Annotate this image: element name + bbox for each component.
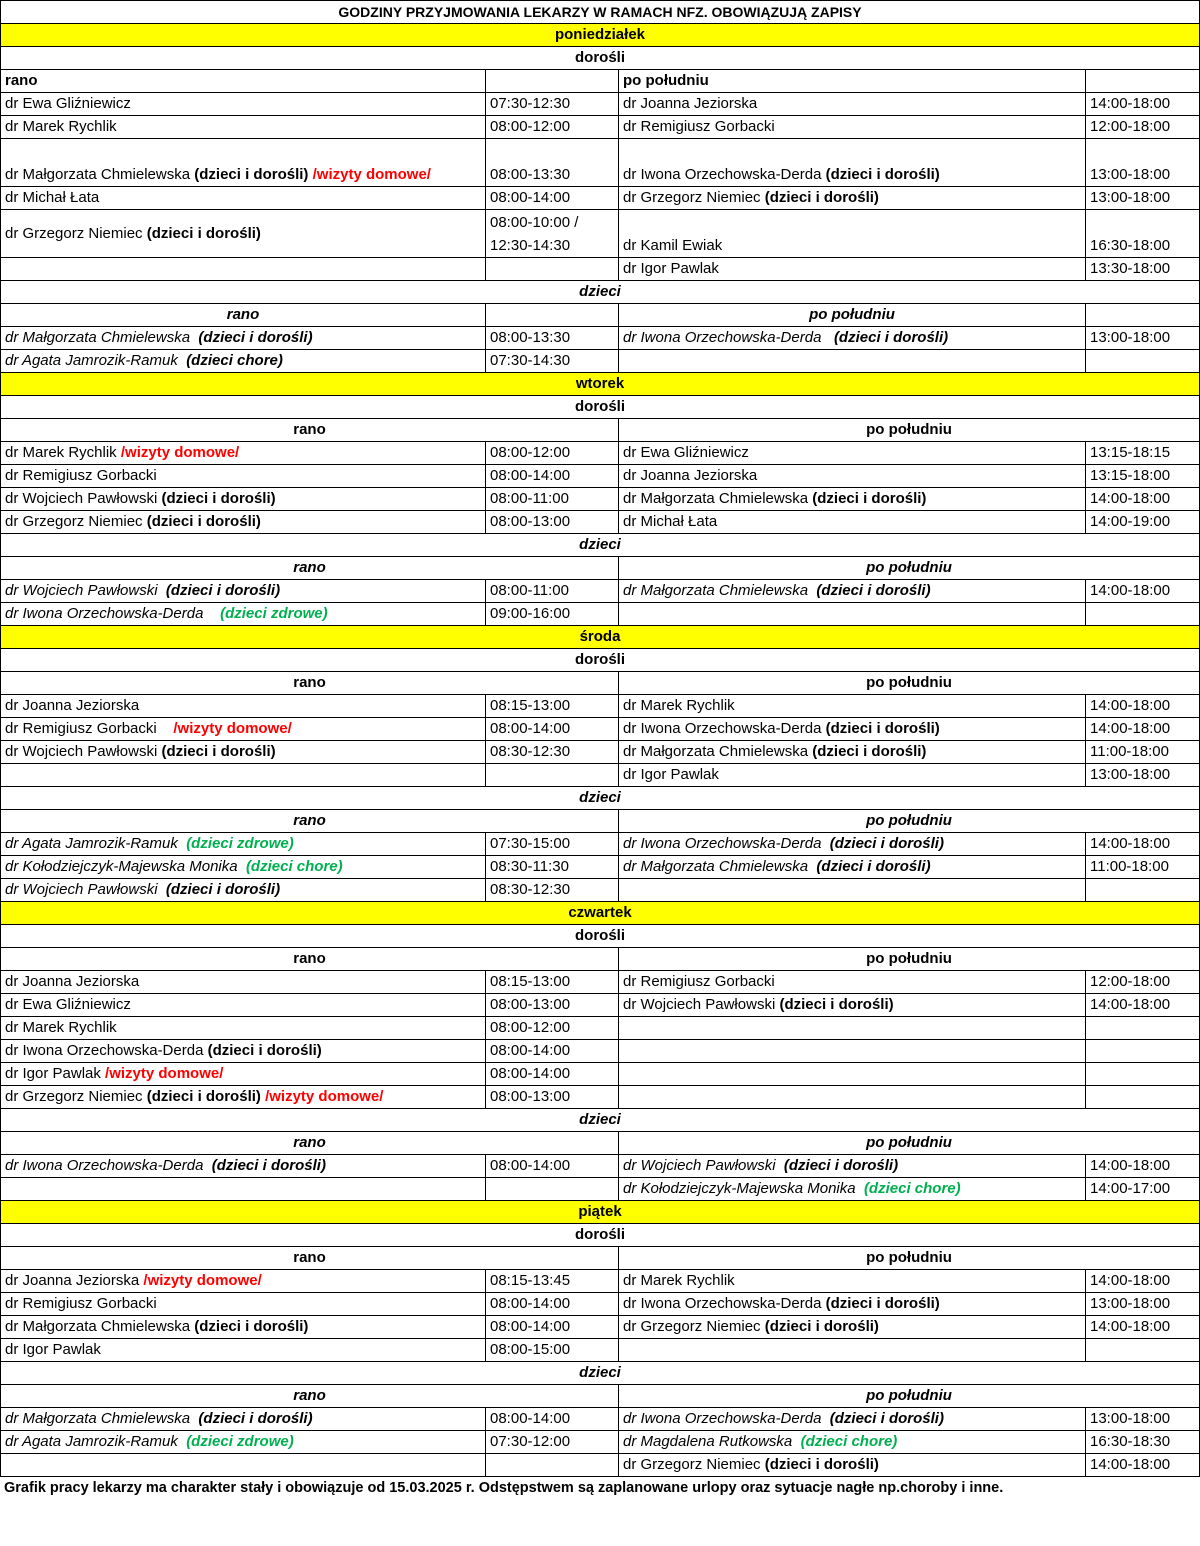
doctor-name: dr Grzegorz Niemiec xyxy=(623,1318,761,1335)
hours: 08:00-13:00 xyxy=(486,511,619,534)
note-sick-children: (dzieci chore) xyxy=(863,1180,961,1197)
doctor-name: dr Kamil Ewiak xyxy=(619,210,1086,258)
doctor-name: dr Małgorzata Chmielewska xyxy=(5,1410,191,1427)
note-both: (dzieci i dorośli) xyxy=(198,1410,313,1427)
hours: 14:00-18:00 xyxy=(1086,1155,1200,1178)
hours: 08:00-11:00 xyxy=(486,580,619,603)
hours: 14:00-18:00 xyxy=(1086,695,1200,718)
hours: 08:00-14:00 xyxy=(486,1316,619,1339)
hours: 08:00-10:00 / 12:30-14:30 xyxy=(486,210,619,258)
note-both: (dzieci i dorośli) xyxy=(816,582,931,599)
doctor-name: dr Grzegorz Niemiec xyxy=(623,1456,761,1473)
group-adults: dorośli xyxy=(1,1224,1200,1247)
table-row xyxy=(1,1316,1200,1339)
table-row xyxy=(1,511,1200,534)
group-adults: dorośli xyxy=(1,649,1200,672)
doctor-name: dr Małgorzata Chmielewska xyxy=(5,329,191,346)
hours: 14:00-18:00 xyxy=(1086,1316,1200,1339)
table-row xyxy=(1,1454,1200,1477)
note-both: (dzieci i dorośli) xyxy=(146,225,261,242)
doctor-name: dr Igor Pawlak xyxy=(619,764,1086,787)
col-afternoon: po południu xyxy=(619,1385,1200,1408)
note-both: (dzieci i dorośli) xyxy=(812,743,927,760)
doctor-name: dr Małgorzata Chmielewska xyxy=(623,490,809,507)
note-home-visits: /wizyty domowe/ xyxy=(173,720,292,737)
doctor-name: dr Agata Jamrozik-Ramuk xyxy=(5,352,178,369)
group-children: dzieci xyxy=(1,1109,1200,1132)
doctor-name: dr Agata Jamrozik-Ramuk xyxy=(5,1433,178,1450)
doctor-name: dr Małgorzata Chmielewska xyxy=(623,743,809,760)
note-both: (dzieci i dorośli) xyxy=(146,513,261,530)
table-row xyxy=(1,350,1200,373)
hours: 08:00-14:00 xyxy=(486,1155,619,1178)
note-healthy-children: (dzieci zdrowe) xyxy=(186,835,294,852)
doctor-name: dr Marek Rychlik xyxy=(619,695,1086,718)
doctor-name: dr Iwona Orzechowska-Derda xyxy=(623,329,822,346)
doctor-name: dr Igor Pawlak xyxy=(5,1065,101,1082)
hours: 08:00-11:00 xyxy=(486,488,619,511)
footer-note: Grafik pracy lekarzy ma charakter stały i obowiązuje od 15.03.2025 r. Odstępstwem są zaplanowane urlopy oraz sytuacje nagłe np.choroby i inne. xyxy=(4,1480,1004,1496)
doctor-name: dr Wojciech Pawłowski xyxy=(623,996,776,1013)
doctor-name: dr Joanna Jeziorska xyxy=(1,971,486,994)
table-row xyxy=(1,327,1200,350)
hours: 09:00-16:00 xyxy=(486,603,619,626)
hours: 08:00-14:00 xyxy=(486,1063,619,1086)
note-home-visits: /wizyty domowe/ xyxy=(120,444,240,461)
hours: 08:00-14:00 xyxy=(486,718,619,741)
doctor-name: dr Małgorzata Chmielewska xyxy=(5,166,191,183)
hours: 07:30-14:30 xyxy=(486,350,619,373)
day-header-monday: poniedziałek xyxy=(1,24,1200,47)
doctor-name: dr Remigiusz Gorbacki xyxy=(5,720,157,737)
note-both: (dzieci i dorośli) xyxy=(783,1157,899,1174)
doctor-name: dr Joanna Jeziorska xyxy=(1,695,486,718)
table-row xyxy=(1,1270,1200,1293)
hours: 12:00-18:00 xyxy=(1086,116,1200,139)
table-row xyxy=(1,116,1200,139)
table-row xyxy=(1,139,1200,187)
note-both: (dzieci i dorośli) xyxy=(194,166,309,183)
col-afternoon: po południu xyxy=(619,304,1086,327)
hours: 11:00-18:00 xyxy=(1086,856,1200,879)
doctor-name: dr Iwona Orzechowska-Derda xyxy=(5,1157,204,1174)
doctor-name: dr Małgorzata Chmielewska xyxy=(623,582,809,599)
hours: 08:00-13:30 xyxy=(486,327,619,350)
hours: 08:15-13:00 xyxy=(486,695,619,718)
day-header-wednesday: środa xyxy=(1,626,1200,649)
hours: 08:00-14:00 xyxy=(486,465,619,488)
note-both: (dzieci i dorośli) xyxy=(207,1042,322,1059)
hours: 14:00-18:00 xyxy=(1086,718,1200,741)
group-children: dzieci xyxy=(1,1362,1200,1385)
note-both: (dzieci i dorośli) xyxy=(194,1318,309,1335)
table-row xyxy=(1,580,1200,603)
hours: 08:30-12:30 xyxy=(486,741,619,764)
hours: 13:00-18:00 xyxy=(1086,764,1200,787)
col-morning: rano xyxy=(1,304,486,327)
doctor-name: dr Iwona Orzechowska-Derda xyxy=(623,1295,822,1312)
note-home-visits: /wizyty domowe/ xyxy=(143,1272,262,1289)
hours: 07:30-15:00 xyxy=(486,833,619,856)
day-header-friday: piątek xyxy=(1,1201,1200,1224)
doctor-name: dr Marek Rychlik xyxy=(1,116,486,139)
hours: 14:00-19:00 xyxy=(1086,511,1200,534)
doctor-name: dr Marek Rychlik xyxy=(5,444,117,461)
doctor-name: dr Iwona Orzechowska-Derda xyxy=(623,166,822,183)
col-afternoon: po południu xyxy=(619,1247,1200,1270)
hours: 13:00-18:00 xyxy=(1086,1408,1200,1431)
col-afternoon: po południu xyxy=(619,1132,1200,1155)
hours: 13:00-18:00 xyxy=(1086,187,1200,210)
group-adults: dorośli xyxy=(1,47,1200,70)
doctor-name: dr Marek Rychlik xyxy=(1,1017,486,1040)
hours: 08:00-14:00 xyxy=(486,187,619,210)
note-both: (dzieci i dorośli) xyxy=(161,743,276,760)
table-row xyxy=(1,741,1200,764)
col-morning: rano xyxy=(1,1385,619,1408)
col-morning: rano xyxy=(1,948,619,971)
hours: 08:15-13:00 xyxy=(486,971,619,994)
doctor-name: dr Wojciech Pawłowski xyxy=(5,881,158,898)
doctor-name: dr Wojciech Pawłowski xyxy=(623,1157,776,1174)
col-afternoon: po południu xyxy=(619,70,1086,93)
col-afternoon: po południu xyxy=(619,948,1200,971)
group-children: dzieci xyxy=(1,787,1200,810)
note-home-visits: /wizyty domowe/ xyxy=(265,1088,384,1105)
col-morning: rano xyxy=(1,70,486,93)
col-morning: rano xyxy=(1,557,619,580)
col-afternoon: po południu xyxy=(619,419,1200,442)
hours: 08:00-14:00 xyxy=(486,1040,619,1063)
note-home-visits: /wizyty domowe/ xyxy=(105,1065,224,1082)
hours: 12:00-18:00 xyxy=(1086,971,1200,994)
table-row xyxy=(1,1017,1200,1040)
table-row xyxy=(1,258,1200,281)
hours: 14:00-18:00 xyxy=(1086,1454,1200,1477)
doctor-name: dr Michał Łata xyxy=(619,511,1086,534)
note-both: (dzieci i dorośli) xyxy=(764,1456,879,1473)
hours: 07:30-12:00 xyxy=(486,1431,619,1454)
note-both: (dzieci i dorośli) xyxy=(211,1157,326,1174)
doctor-name: dr Kołodziejczyk-Majewska Monika xyxy=(623,1180,856,1197)
doctor-name: dr Agata Jamrozik-Ramuk xyxy=(5,835,178,852)
doctor-name: dr Joanna Jeziorska xyxy=(619,465,1086,488)
hours: 14:00-18:00 xyxy=(1086,580,1200,603)
hours: 08:00-13:00 xyxy=(486,1086,619,1109)
doctor-name: dr Marek Rychlik xyxy=(619,1270,1086,1293)
doctor-name: dr Remigiusz Gorbacki xyxy=(619,971,1086,994)
table-row xyxy=(1,1293,1200,1316)
doctor-name: dr Iwona Orzechowska-Derda xyxy=(5,605,204,622)
hours: 16:30-18:30 xyxy=(1086,1431,1200,1454)
doctor-name: dr Grzegorz Niemiec xyxy=(5,513,143,530)
doctor-name: dr Grzegorz Niemiec xyxy=(5,1088,143,1105)
doctor-name: dr Wojciech Pawłowski xyxy=(5,743,158,760)
group-children: dzieci xyxy=(1,281,1200,304)
table-row xyxy=(1,1040,1200,1063)
table-row xyxy=(1,994,1200,1017)
note-both: (dzieci i dorośli) xyxy=(198,329,313,346)
hours: 08:00-12:00 xyxy=(486,116,619,139)
page-title: GODZINY PRZYJMOWANIA LEKARZY W RAMACH NFZ. OBOWIĄZUJĄ ZAPISY xyxy=(1,1,1200,24)
doctor-name: dr Joanna Jeziorska xyxy=(5,1272,140,1289)
table-row xyxy=(1,187,1200,210)
doctor-name: dr Wojciech Pawłowski xyxy=(5,582,158,599)
hours: 13:00-18:00 xyxy=(1086,327,1200,350)
table-row xyxy=(1,1431,1200,1454)
doctor-name: dr Iwona Orzechowska-Derda xyxy=(623,835,822,852)
note-both: (dzieci i dorośli) xyxy=(165,881,281,898)
hours: 13:15-18:15 xyxy=(1086,442,1200,465)
note-both: (dzieci i dorośli) xyxy=(161,490,276,507)
doctor-name: dr Ewa Gliźniewicz xyxy=(619,442,1086,465)
table-row xyxy=(1,879,1200,902)
hours: 08:00-12:00 xyxy=(486,442,619,465)
note-both: (dzieci i dorośli) xyxy=(829,835,944,852)
note-sick-children: (dzieci chore) xyxy=(800,1433,898,1450)
hours: 13:00-18:00 xyxy=(1086,1293,1200,1316)
note-sick-children: (dzieci chore) xyxy=(186,352,283,369)
col-morning: rano xyxy=(1,672,619,695)
doctor-name: dr Remigiusz Gorbacki xyxy=(1,465,486,488)
note-healthy-children: (dzieci zdrowe) xyxy=(186,1433,294,1450)
table-row xyxy=(1,718,1200,741)
hours: 08:30-11:30 xyxy=(486,856,619,879)
doctor-name: dr Igor Pawlak xyxy=(619,258,1086,281)
doctor-name: dr Kołodziejczyk-Majewska Monika xyxy=(5,858,238,875)
table-row xyxy=(1,764,1200,787)
doctor-name: dr Ewa Gliźniewicz xyxy=(1,994,486,1017)
note-both: (dzieci i dorośli) xyxy=(812,490,927,507)
day-header-thursday: czwartek xyxy=(1,902,1200,925)
hours: 08:00-14:00 xyxy=(486,1408,619,1431)
note-both: (dzieci i dorośli) xyxy=(825,720,940,737)
table-row xyxy=(1,833,1200,856)
hours: 08:00-13:30 xyxy=(486,139,619,187)
note-both: (dzieci i dorośli) xyxy=(829,1410,944,1427)
note-both: (dzieci i dorośli) xyxy=(833,329,949,346)
hours: 14:00-17:00 xyxy=(1086,1178,1200,1201)
table-row xyxy=(1,1086,1200,1109)
hours: 08:00-13:00 xyxy=(486,994,619,1017)
table-row xyxy=(1,488,1200,511)
table-row xyxy=(1,1339,1200,1362)
doctor-name: dr Małgorzata Chmielewska xyxy=(5,1318,191,1335)
doctor-name: dr Wojciech Pawłowski xyxy=(5,490,158,507)
doctor-name: dr Joanna Jeziorska xyxy=(619,93,1086,116)
table-row xyxy=(1,856,1200,879)
hours: 08:00-14:00 xyxy=(486,1293,619,1316)
col-afternoon: po południu xyxy=(619,557,1200,580)
doctor-name: dr Iwona Orzechowska-Derda xyxy=(5,1042,204,1059)
group-children: dzieci xyxy=(1,534,1200,557)
col-morning: rano xyxy=(1,1247,619,1270)
table-row xyxy=(1,695,1200,718)
hours: 13:00-18:00 xyxy=(1086,139,1200,187)
note-both: (dzieci i dorośli) xyxy=(764,189,879,206)
hours: 13:30-18:00 xyxy=(1086,258,1200,281)
doctor-name: dr Iwona Orzechowska-Derda xyxy=(623,720,822,737)
table-row xyxy=(1,1063,1200,1086)
table-row xyxy=(1,465,1200,488)
doctor-name: dr Małgorzata Chmielewska xyxy=(623,858,809,875)
doctor-name: dr Remigiusz Gorbacki xyxy=(619,116,1086,139)
hours: 14:00-18:00 xyxy=(1086,93,1200,116)
hours: 07:30-12:30 xyxy=(486,93,619,116)
table-row xyxy=(1,1178,1200,1201)
doctor-name: dr Remigiusz Gorbacki xyxy=(1,1293,486,1316)
hours: 16:30-18:00 xyxy=(1086,210,1200,258)
col-afternoon: po południu xyxy=(619,810,1200,833)
note-both: (dzieci i dorośli) xyxy=(146,1088,261,1105)
table-row xyxy=(1,442,1200,465)
note-sick-children: (dzieci chore) xyxy=(245,858,343,875)
group-adults: dorośli xyxy=(1,396,1200,419)
note-both: (dzieci i dorośli) xyxy=(816,858,931,875)
note-both: (dzieci i dorośli) xyxy=(825,166,940,183)
doctor-name: dr Igor Pawlak xyxy=(1,1339,486,1362)
note-both: (dzieci i dorośli) xyxy=(165,582,281,599)
hours: 08:00-15:00 xyxy=(486,1339,619,1362)
hours: 08:30-12:30 xyxy=(486,879,619,902)
table-row xyxy=(1,603,1200,626)
doctor-name: dr Grzegorz Niemiec xyxy=(5,225,143,242)
table-row xyxy=(1,210,1200,258)
hours: 14:00-18:00 xyxy=(1086,488,1200,511)
doctor-name: dr Magdalena Rutkowska xyxy=(623,1433,793,1450)
col-morning: rano xyxy=(1,1132,619,1155)
table-row xyxy=(1,93,1200,116)
table-row xyxy=(1,1155,1200,1178)
note-both: (dzieci i dorośli) xyxy=(779,996,894,1013)
hours: 11:00-18:00 xyxy=(1086,741,1200,764)
hours: 14:00-18:00 xyxy=(1086,994,1200,1017)
table-row xyxy=(1,1408,1200,1431)
note-home-visits: /wizyty domowe/ xyxy=(312,166,431,183)
table-row xyxy=(1,971,1200,994)
hours: 08:15-13:45 xyxy=(486,1270,619,1293)
doctor-name: dr Grzegorz Niemiec xyxy=(623,189,761,206)
doctor-name: dr Iwona Orzechowska-Derda xyxy=(623,1410,822,1427)
group-adults: dorośli xyxy=(1,925,1200,948)
note-both: (dzieci i dorośli) xyxy=(825,1295,940,1312)
day-header-tuesday: wtorek xyxy=(1,373,1200,396)
hours: 14:00-18:00 xyxy=(1086,1270,1200,1293)
hours: 08:00-12:00 xyxy=(486,1017,619,1040)
col-morning: rano xyxy=(1,810,619,833)
hours: 14:00-18:00 xyxy=(1086,833,1200,856)
col-afternoon: po południu xyxy=(619,672,1200,695)
hours: 13:15-18:00 xyxy=(1086,465,1200,488)
col-morning: rano xyxy=(1,419,619,442)
note-healthy-children: (dzieci zdrowe) xyxy=(220,605,328,622)
doctor-name: dr Ewa Gliźniewicz xyxy=(1,93,486,116)
note-both: (dzieci i dorośli) xyxy=(764,1318,879,1335)
doctor-name: dr Michał Łata xyxy=(1,187,486,210)
